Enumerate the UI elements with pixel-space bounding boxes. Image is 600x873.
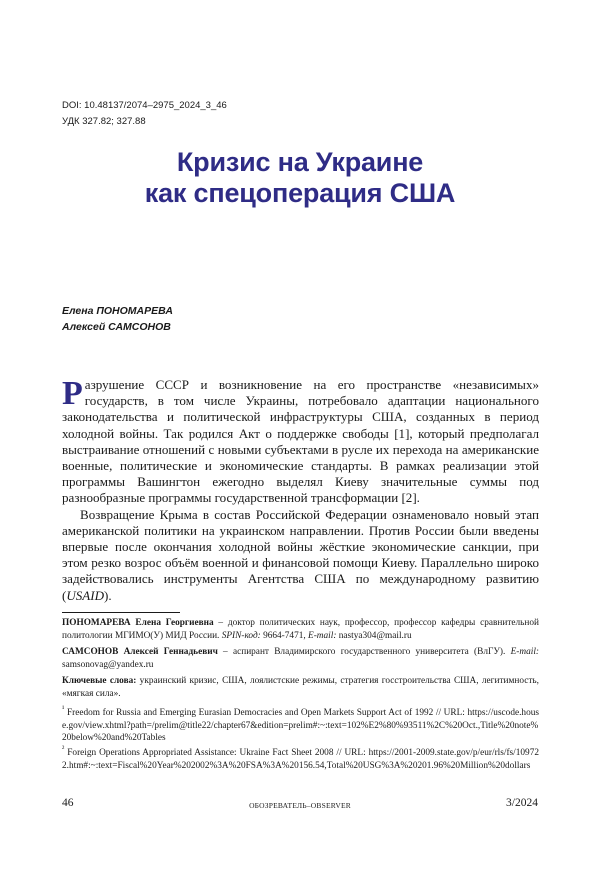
author-1-description: – доктор политических наук, профессор, профессор кафедры сравнительной политологии МГИМО(У) МИД России. xyxy=(62,618,539,641)
keywords-list: украинский кризис, США, лоялистские режимы, стратегия госстроительства США, легитимность, «мягкая сила». xyxy=(62,676,539,699)
usaid-abbr: USAID xyxy=(66,588,104,603)
author-2-email-label: E-mail: xyxy=(511,647,539,657)
doi-line: DOI: 10.48137/2074–2975_2024_3_46 xyxy=(62,100,227,111)
author-1-spin: 9664-7471, xyxy=(261,631,308,641)
paragraph-1-text: азрушение СССР и возникновение на его пространстве «независимых» государств, в том числе Украины, потребовало адаптации националь­ного законодательства и политической инфраструктуры США, созданных в период холодной войны. Так родился Акт о поддержке свободы [1], который предполагал выстраивание отношений с новыми субъектами в русле их перехода на американские военные, политические и экономические стан­дарты. В рамках реализации этой программы Вашингтон ежегодно выделял Киеву значительные суммы под разнообразные программы государственной трансформации [2]. xyxy=(62,377,539,505)
paragraph-2-text: Возвращение Крыма в состав Российской Федерации ознаменовало но­вый этап американской политики на украинском направлении. Против Рос­сии были введены впервые после окончания холодной войны жёсткие эко­номические санкции, при этом резко возрос объём военной и финансовой помощи Киеву. Параллельно широко задействовались инструменты Агентс­тва США по международному развитию ( xyxy=(62,507,539,603)
author-1: Елена ПОНОМАРЕВА xyxy=(62,305,173,317)
author-2-fullname: САМСОНОВ Алексей Геннадьевич xyxy=(62,647,218,657)
footnote-1-number: ¹ xyxy=(62,704,64,713)
paragraph-2 xyxy=(62,507,539,604)
keywords-label: Ключевые слова: xyxy=(62,676,136,686)
paragraph-1 xyxy=(62,377,539,507)
paragraph-2-end: ). xyxy=(104,588,112,603)
drop-cap: Р xyxy=(62,380,83,408)
page-number: 46 xyxy=(62,797,74,809)
author-2: Алексей САМСОНОВ xyxy=(62,321,171,333)
issue-number: 3/2024 xyxy=(506,797,538,809)
author-1-spin-label: SPIN-код: xyxy=(222,631,261,641)
article-title-line-1: Кризис на Украине xyxy=(0,147,600,178)
article-title-line-2: как спецоперация США xyxy=(0,178,600,209)
journal-name: ОБОЗРЕВАТЕЛЬ–OBSERVER xyxy=(0,801,600,810)
footnote-2 xyxy=(62,743,539,772)
author-2-description: – аспирант Владимирского государственного университета (ВлГУ). xyxy=(218,647,511,657)
author-1-fullname: ПОНОМАРЕВА Елена Георгиевна xyxy=(62,618,214,628)
author-2-info xyxy=(62,646,539,671)
article-body xyxy=(62,377,539,604)
footnote-divider xyxy=(62,612,180,613)
author-1-email: nastya304@mail.ru xyxy=(336,631,411,641)
footnote-2-text: Foreign Operations Appropriated Assistance: Ukraine Fact Sheet 2008 // URL: https://2001-2009.state.gov/p/eur/rls/fs/109722.htm#:~:text=Fiscal%20Year%202002%3A%20FSA%3A%20156.54,Total%20USG%3A%20201.96%20Million%20dollars xyxy=(62,748,539,771)
author-1-info xyxy=(62,617,539,642)
keywords xyxy=(62,675,539,700)
footnote-1-text: Freedom for Russia and Emerging Eurasian Democracies and Open Markets Support Act of 1992 // URL: https://uscode.house.gov/view.xhtml?path=/prelim@title22/chapter67&edition=prelim#:~:text=102%E2%80%93511%2C%20Oct.,Title%20note%20below%20and%20Tables xyxy=(62,708,539,743)
udk-line: УДК 327.82; 327.88 xyxy=(62,116,146,127)
author-1-email-label: E-mail: xyxy=(308,631,336,641)
footnote-2-number: ² xyxy=(62,744,64,753)
author-2-email: samsonovag@yandex.ru xyxy=(62,660,153,670)
footnote-1 xyxy=(62,703,539,745)
